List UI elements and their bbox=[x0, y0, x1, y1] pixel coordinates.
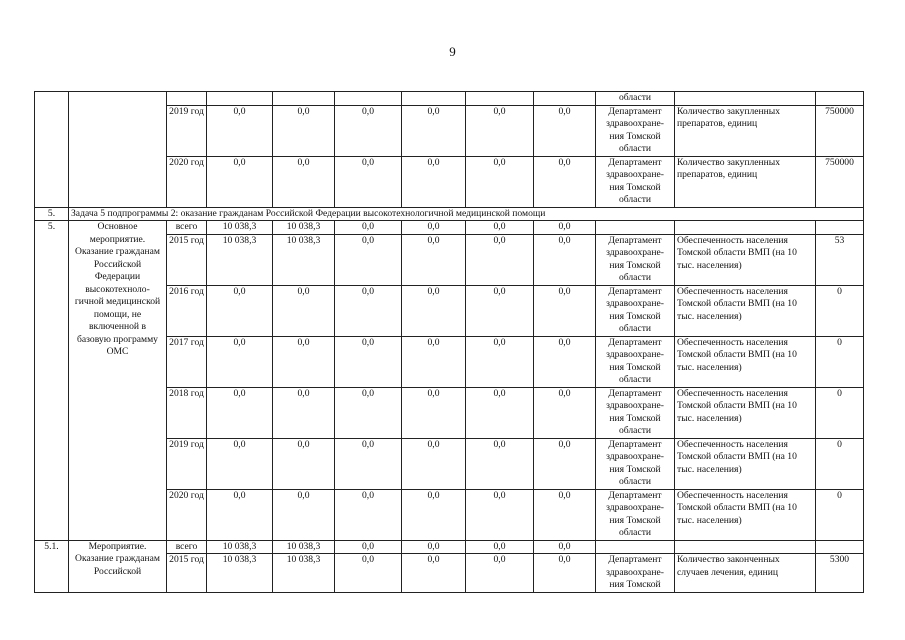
page-number: 9 bbox=[449, 44, 456, 59]
year-cell: 2020 год bbox=[167, 156, 207, 207]
value-cell: 10 038,3 bbox=[207, 221, 273, 235]
value-cell: 0,0 bbox=[402, 156, 466, 207]
value-cell: 0,0 bbox=[207, 105, 273, 156]
total-label-cell: всего bbox=[167, 540, 207, 554]
indicator-cell: Обеспеченность населения Томской области ВМП (на 10 тыс. населения) bbox=[675, 336, 816, 387]
value-cell: 0,0 bbox=[466, 489, 534, 540]
task-text-cell: Задача 5 подпрограммы 2: оказание гражданам Российской Федерации высокотехнологичной медицинской помощи bbox=[69, 207, 864, 221]
value-cell: 0,0 bbox=[402, 438, 466, 489]
value-cell: 0,0 bbox=[402, 234, 466, 285]
indicator-cell: Обеспеченность населения Томской области ВМП (на 10 тыс. населения) bbox=[675, 234, 816, 285]
indicator-cell: Обеспеченность населения Томской области ВМП (на 10 тыс. населения) bbox=[675, 438, 816, 489]
dept-cell: Департамент здравоохране- ния Томской области bbox=[596, 234, 675, 285]
value-cell: 0,0 bbox=[466, 234, 534, 285]
dept-cell: Департамент здравоохране- ния Томской области bbox=[596, 336, 675, 387]
year-cell: 2018 год bbox=[167, 387, 207, 438]
value-cell: 0,0 bbox=[466, 221, 534, 235]
value-cell: 0,0 bbox=[534, 387, 596, 438]
value-cell: 0,0 bbox=[402, 336, 466, 387]
value-cell: 0,0 bbox=[273, 387, 335, 438]
target-cell: 0 bbox=[816, 489, 864, 540]
value-cell: 0,0 bbox=[402, 554, 466, 593]
indicator-cell bbox=[675, 540, 816, 554]
value-cell: 0,0 bbox=[534, 105, 596, 156]
value-cell: 0,0 bbox=[534, 234, 596, 285]
value-cell: 0,0 bbox=[335, 285, 402, 336]
name-cell bbox=[69, 92, 167, 208]
value-cell: 0,0 bbox=[534, 554, 596, 593]
value-cell: 0,0 bbox=[402, 221, 466, 235]
year-cell bbox=[167, 92, 207, 106]
value-cell: 0,0 bbox=[207, 156, 273, 207]
task-row bbox=[35, 207, 864, 221]
value-cell: 0,0 bbox=[207, 285, 273, 336]
indicator-cell: Количество закупленных препаратов, единиц bbox=[675, 105, 816, 156]
value-cell: 0,0 bbox=[534, 489, 596, 540]
value-cell: 0,0 bbox=[402, 489, 466, 540]
year-cell: 2020 год bbox=[167, 489, 207, 540]
value-cell: 0,0 bbox=[335, 387, 402, 438]
value-cell: 0,0 bbox=[466, 554, 534, 593]
value-cell: 0,0 bbox=[466, 105, 534, 156]
task-num-cell: 5. bbox=[35, 207, 69, 221]
target-cell: 750000 bbox=[816, 105, 864, 156]
year-cell: 2019 год bbox=[167, 105, 207, 156]
value-cell: 0,0 bbox=[207, 336, 273, 387]
indicator-cell: Обеспеченность населения Томской области ВМП (на 10 тыс. населения) bbox=[675, 387, 816, 438]
value-cell: 0,0 bbox=[466, 156, 534, 207]
value-cell: 0,0 bbox=[335, 540, 402, 554]
dept-cell: Департамент здравоохране- ния Томской области bbox=[596, 105, 675, 156]
value-cell: 10 038,3 bbox=[207, 234, 273, 285]
value-cell: 0,0 bbox=[534, 285, 596, 336]
value-cell bbox=[273, 92, 335, 106]
value-cell: 0,0 bbox=[534, 336, 596, 387]
dept-cell: Департамент здравоохране- ния Томской области bbox=[596, 387, 675, 438]
value-cell: 0,0 bbox=[466, 540, 534, 554]
measure-num-cell: 5.1. bbox=[35, 540, 69, 592]
value-cell: 0,0 bbox=[466, 336, 534, 387]
value-cell: 0,0 bbox=[273, 105, 335, 156]
measure-num-cell: 5. bbox=[35, 221, 69, 541]
dept-cell: Департамент здравоохране- ния Томской bbox=[596, 554, 675, 593]
value-cell: 0,0 bbox=[534, 438, 596, 489]
dept-cell: Департамент здравоохране- ния Томской области bbox=[596, 438, 675, 489]
value-cell: 10 038,3 bbox=[273, 540, 335, 554]
value-cell: 0,0 bbox=[207, 387, 273, 438]
value-cell: 0,0 bbox=[273, 438, 335, 489]
value-cell: 0,0 bbox=[207, 438, 273, 489]
value-cell: 0,0 bbox=[335, 554, 402, 593]
value-cell: 10 038,3 bbox=[273, 554, 335, 593]
indicator-cell: Количество закупленных препаратов, единиц bbox=[675, 156, 816, 207]
year-cell: 2016 год bbox=[167, 285, 207, 336]
table-row bbox=[35, 92, 864, 106]
dept-cell: области bbox=[596, 92, 675, 106]
dept-cell: Департамент здравоохране- ния Томской области bbox=[596, 489, 675, 540]
measure-name-cell: Мероприятие. Оказание гражданам Российской bbox=[69, 540, 167, 592]
value-cell: 0,0 bbox=[207, 489, 273, 540]
value-cell: 0,0 bbox=[534, 156, 596, 207]
value-cell: 0,0 bbox=[534, 540, 596, 554]
total-row bbox=[35, 540, 864, 554]
indicator-cell: Обеспеченность населения Томской области ВМП (на 10 тыс. населения) bbox=[675, 285, 816, 336]
dept-cell: Департамент здравоохране- ния Томской области bbox=[596, 285, 675, 336]
value-cell: 0,0 bbox=[273, 336, 335, 387]
value-cell: 0,0 bbox=[273, 285, 335, 336]
value-cell: 10 038,3 bbox=[207, 554, 273, 593]
value-cell bbox=[466, 92, 534, 106]
year-cell: 2015 год bbox=[167, 234, 207, 285]
total-row bbox=[35, 221, 864, 235]
value-cell: 0,0 bbox=[335, 489, 402, 540]
value-cell: 0,0 bbox=[335, 105, 402, 156]
program-table bbox=[34, 91, 864, 593]
value-cell: 10 038,3 bbox=[273, 234, 335, 285]
num-cell bbox=[35, 92, 69, 208]
measure-name-cell: Основное мероприятие. Оказание гражданам Российской Федерации высокотехноло- гичной медицинской помощи, не включенной в базовую программу ОМС bbox=[69, 221, 167, 541]
total-label-cell: всего bbox=[167, 221, 207, 235]
value-cell: 0,0 bbox=[466, 387, 534, 438]
target-cell bbox=[816, 92, 864, 106]
indicator-cell bbox=[675, 92, 816, 106]
target-cell: 0 bbox=[816, 285, 864, 336]
target-cell: 750000 bbox=[816, 156, 864, 207]
value-cell bbox=[207, 92, 273, 106]
value-cell bbox=[534, 92, 596, 106]
value-cell: 0,0 bbox=[402, 387, 466, 438]
value-cell: 0,0 bbox=[335, 438, 402, 489]
value-cell: 0,0 bbox=[335, 221, 402, 235]
year-cell: 2015 год bbox=[167, 554, 207, 593]
value-cell: 0,0 bbox=[466, 438, 534, 489]
value-cell: 0,0 bbox=[335, 336, 402, 387]
target-cell: 0 bbox=[816, 387, 864, 438]
target-cell: 5300 bbox=[816, 554, 864, 593]
value-cell: 0,0 bbox=[335, 234, 402, 285]
target-cell bbox=[816, 221, 864, 235]
value-cell: 10 038,3 bbox=[273, 221, 335, 235]
value-cell: 0,0 bbox=[273, 156, 335, 207]
value-cell: 10 038,3 bbox=[207, 540, 273, 554]
dept-cell bbox=[596, 221, 675, 235]
indicator-cell bbox=[675, 221, 816, 235]
target-cell: 53 bbox=[816, 234, 864, 285]
value-cell bbox=[335, 92, 402, 106]
value-cell: 0,0 bbox=[402, 105, 466, 156]
dept-cell bbox=[596, 540, 675, 554]
dept-cell: Департамент здравоохране- ния Томской области bbox=[596, 156, 675, 207]
indicator-cell: Количество законченных случаев лечения, единиц bbox=[675, 554, 816, 593]
value-cell: 0,0 bbox=[273, 489, 335, 540]
target-cell: 0 bbox=[816, 438, 864, 489]
value-cell: 0,0 bbox=[402, 540, 466, 554]
target-cell bbox=[816, 540, 864, 554]
value-cell: 0,0 bbox=[402, 285, 466, 336]
value-cell: 0,0 bbox=[335, 156, 402, 207]
target-cell: 0 bbox=[816, 336, 864, 387]
year-cell: 2017 год bbox=[167, 336, 207, 387]
value-cell: 0,0 bbox=[534, 221, 596, 235]
year-cell: 2019 год bbox=[167, 438, 207, 489]
value-cell: 0,0 bbox=[466, 285, 534, 336]
value-cell bbox=[402, 92, 466, 106]
indicator-cell: Обеспеченность населения Томской области ВМП (на 10 тыс. населения) bbox=[675, 489, 816, 540]
